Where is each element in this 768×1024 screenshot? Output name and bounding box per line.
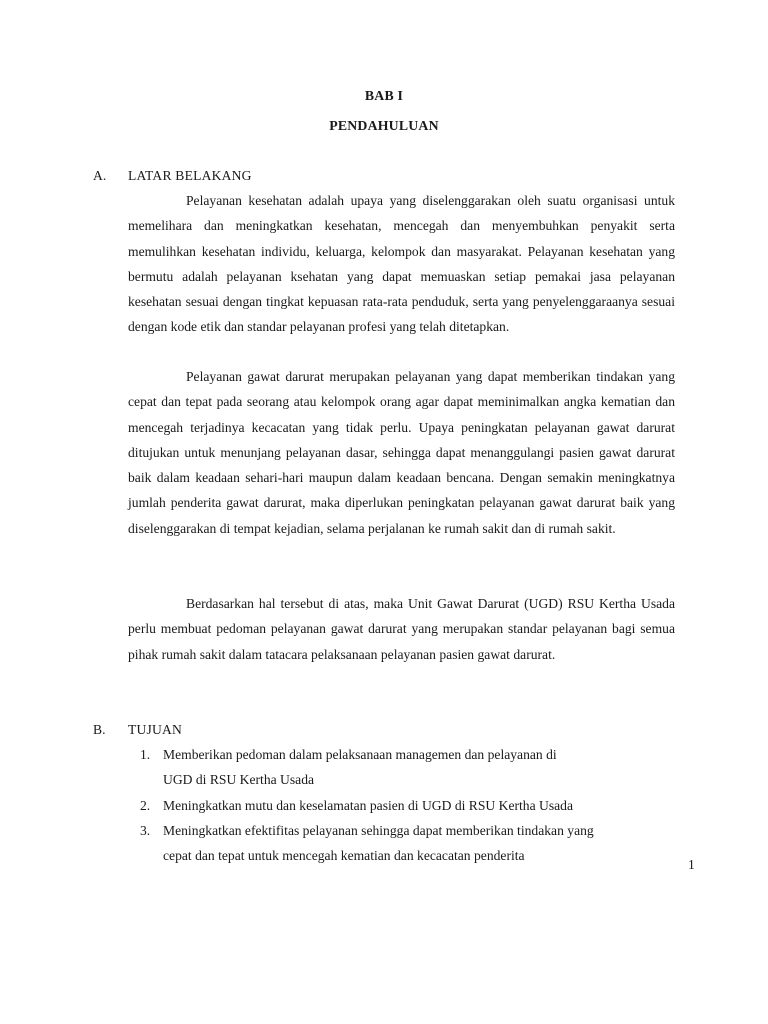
- paragraph-1: Pelayanan kesehatan adalah upaya yang diselenggarakan oleh suatu organisasi untuk memelihara dan meningkatkan kesehatan, mencegah dan menyembuhkan penyakit serta memulihkan kesehatan individu, keluarga, kelompok dan masyarakat. Pelayanan kesehatan yang bermutu adalah pelayanan ksehatan yang dapat memuaskan setiap pemakai jasa pelayanan kesehatan sesuai dengan tingkat kepuasan rata-rata penduduk, serta yang penyelenggaraanya sesuai dengan kode etik dan standar pelayanan profesi yang telah ditetapkan.: [128, 193, 675, 335]
- page-number: 1: [688, 857, 695, 872]
- list-item-number: 1.: [140, 747, 151, 762]
- list-item-number: 3.: [140, 822, 151, 838]
- section-a-letter: A.: [93, 168, 107, 183]
- list-item-line: UGD di RSU Kertha Usada: [163, 772, 315, 788]
- section-a-title: LATAR BELAKANG: [128, 168, 252, 183]
- list-item: [140, 742, 680, 793]
- list-item-line: Memberikan pedoman dalam pelaksanaan managemen dan pelayanan di: [163, 747, 557, 762]
- paragraph-3: Berdasarkan hal tersebut di atas, maka Unit Gawat Darurat (UGD) RSU Kertha Usada perlu membuat pedoman pelayanan gawat darurat yang merupakan standar pelayanan bagi semua pihak rumah sakit dalam tatacara pelaksanaan pelayanan pasien gawat darurat.: [128, 596, 675, 662]
- chapter-heading: BAB I: [364, 88, 404, 103]
- list-item-line: cepat dan tepat untuk mencegah kematian dan kecacatan penderita: [163, 848, 525, 864]
- list-item: [140, 793, 680, 818]
- list-item: [140, 818, 680, 869]
- chapter-title: PENDAHULUAN: [329, 118, 439, 133]
- section-b-title: TUJUAN: [128, 722, 183, 737]
- list-item-number: 2.: [140, 797, 151, 813]
- list-item-line: Meningkatkan mutu dan keselamatan pasien di UGD di RSU Kertha Usada: [163, 797, 573, 813]
- paragraph-2: Pelayanan gawat darurat merupakan pelayanan yang dapat memberikan tindakan yang cepat dan tepat pada seorang atau kelompok orang agar dapat meminimalkan angka kematian dan mencegah terjadinya kecacatan yang tidak perlu. Upaya peningkatan pelayanan gawat darurat ditujukan untuk menunjang pelayanan dasar, sehingga dapat menanggulangi pasien gawat darurat baik dalam keadaan sehari-hari maupun dalam keadaan bencana. Dengan semakin meningkatnya jumlah penderita gawat darurat, maka diperlukan peningkatan pelayanan gawat darurat baik yang diselenggarakan di tempat kejadian, selama perjalanan ke rumah sakit dan di rumah sakit.: [128, 369, 675, 536]
- list-item-line: Meningkatkan efektifitas pelayanan sehingga dapat memberikan tindakan yang: [163, 822, 594, 838]
- section-b-letter: B.: [93, 722, 106, 737]
- objectives-list: [140, 742, 680, 868]
